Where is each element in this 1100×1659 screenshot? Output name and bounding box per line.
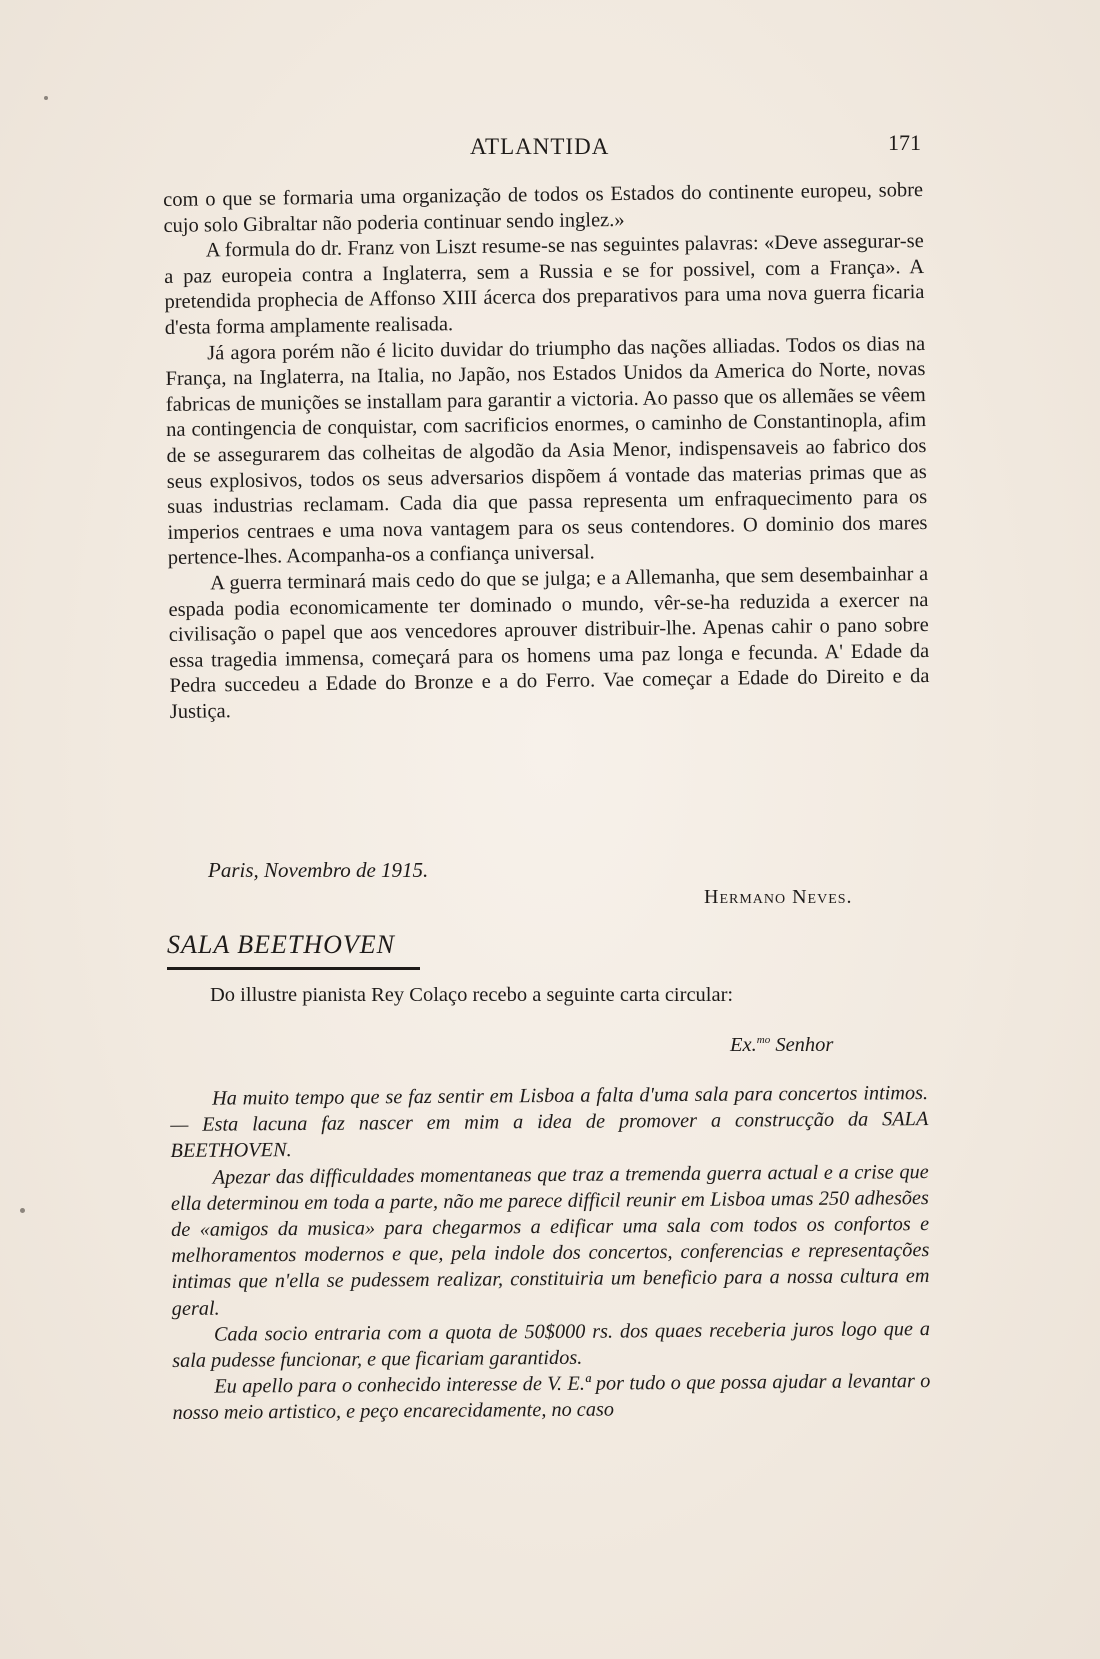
section-heading-block — [167, 929, 423, 970]
letter-paragraph: Cada socio entraria com a quota de 50$000 rs. dos quaes receberia juros logo que a sala pudesse funcionar, e que ficariam garantidos. — [172, 1317, 931, 1373]
page-header — [0, 128, 1100, 168]
paper-speck — [44, 96, 48, 100]
heading-underline — [167, 967, 420, 970]
section-heading: SALA BEETHOVEN — [167, 930, 396, 959]
letter-paragraph: Apezar das difficuldades momentaneas que traz a tremenda guerra actual e a crise que ella determinou em toda a parte, não me parece difficil reunir em Lisboa umas 250 adhesões de «amigos da musica» para chegarmos a edificar uma sala com todos os confortos e melhoramentos modernos e que, pela indole dos concertos, conferencias e representações intimas que n'ella se pudessem realizar, constituiria um beneficio para a nossa cultura em geral. — [170, 1160, 930, 1320]
page-number: 171 — [888, 130, 921, 155]
salutation-title: Senhor — [770, 1034, 834, 1056]
salutation-abbreviation: Ex. — [730, 1034, 757, 1056]
running-title: ATLANTIDA — [470, 134, 610, 159]
paper-speck — [20, 1208, 25, 1213]
letter-paragraph: Eu apello para o conhecido interesse de V. E.ª por tudo o que possa ajudar a levantar o nosso meio artistico, e peço encarecidamente, no caso — [172, 1370, 931, 1425]
author-signature: Hermano Neves. — [704, 886, 853, 908]
letter-intro: Do illustre pianista Rey Colaço recebo a seguinte carta circular: — [210, 984, 734, 1006]
paragraph: A guerra terminará mais cedo do que se julga; e a Allemanha, que sem desembainhar a espada podia economicamente ter dominado o mundo, vêr-se-ha reduzida a exercer na civilisação o papel que aos vencedores aprouver distribuir-lhe. Apenas cahir o pano sobre essa tragedia immensa, começará para os homens uma paz longa e fecunda. A' Edade da Pedra succedeu a Edade do Bronze e a do Ferro. Vae começar a Edade do Direito e da Justiça. — [168, 562, 930, 723]
paragraph: A formula do dr. Franz von Liszt resume-se nas seguintes palavras: «Deve assegurar-se a paz europeia contra a Inglaterra, sem a Russia e se for possivel, com a França». A pretendida prophecia de Affonso XIII ácerca dos preparativos para uma nova guerra ficaria d'esta forma amplamente realisada. — [164, 230, 925, 339]
letter-salutation — [730, 1034, 833, 1057]
salutation-superscript: mo — [756, 1034, 771, 1047]
dateline: Paris, Novembro de 1915. — [208, 858, 429, 882]
letter-body — [170, 1080, 931, 1427]
paragraph: com o que se formaria uma organização de todos os Estados do continente europeu, sobre cujo solo Gibraltar não poderia continuar sendo inglez.» — [163, 179, 924, 237]
paragraph: Já agora porém não é licito duvidar do triumpho das nações alliadas. Todos os dias na França, na Inglaterra, na Italia, no Japão, nos Estados Unidos da America do Norte, novas fabricas de munições se installam para garantir a victoria. Ao passo que os allemães se vêem na contingencia de conquistar, com sacrificios enormes, o caminho de Constantinopla, afim de se assegurarem das colheitas de algodão da Asia Menor, indispensaveis ao fabrico dos seus explosivos, todos os seus adversarios dispõem á vontade das materias primas que as suas industrias reclamam. Cada dia que passa representa um enfraquecimento para os imperios centraes e uma nova vantagem para os seus contendores. O dominio dos mares pertence-lhes. Acompanha-os a confiança universal. — [165, 332, 928, 570]
article-body — [163, 178, 930, 725]
letter-paragraph: Ha muito tempo que se faz sentir em Lisboa a falta d'uma sala para concertos intimos. — Esta lacuna faz nascer em mim a idea de promover a construcção da SALA BEETHOVEN. — [170, 1082, 929, 1163]
